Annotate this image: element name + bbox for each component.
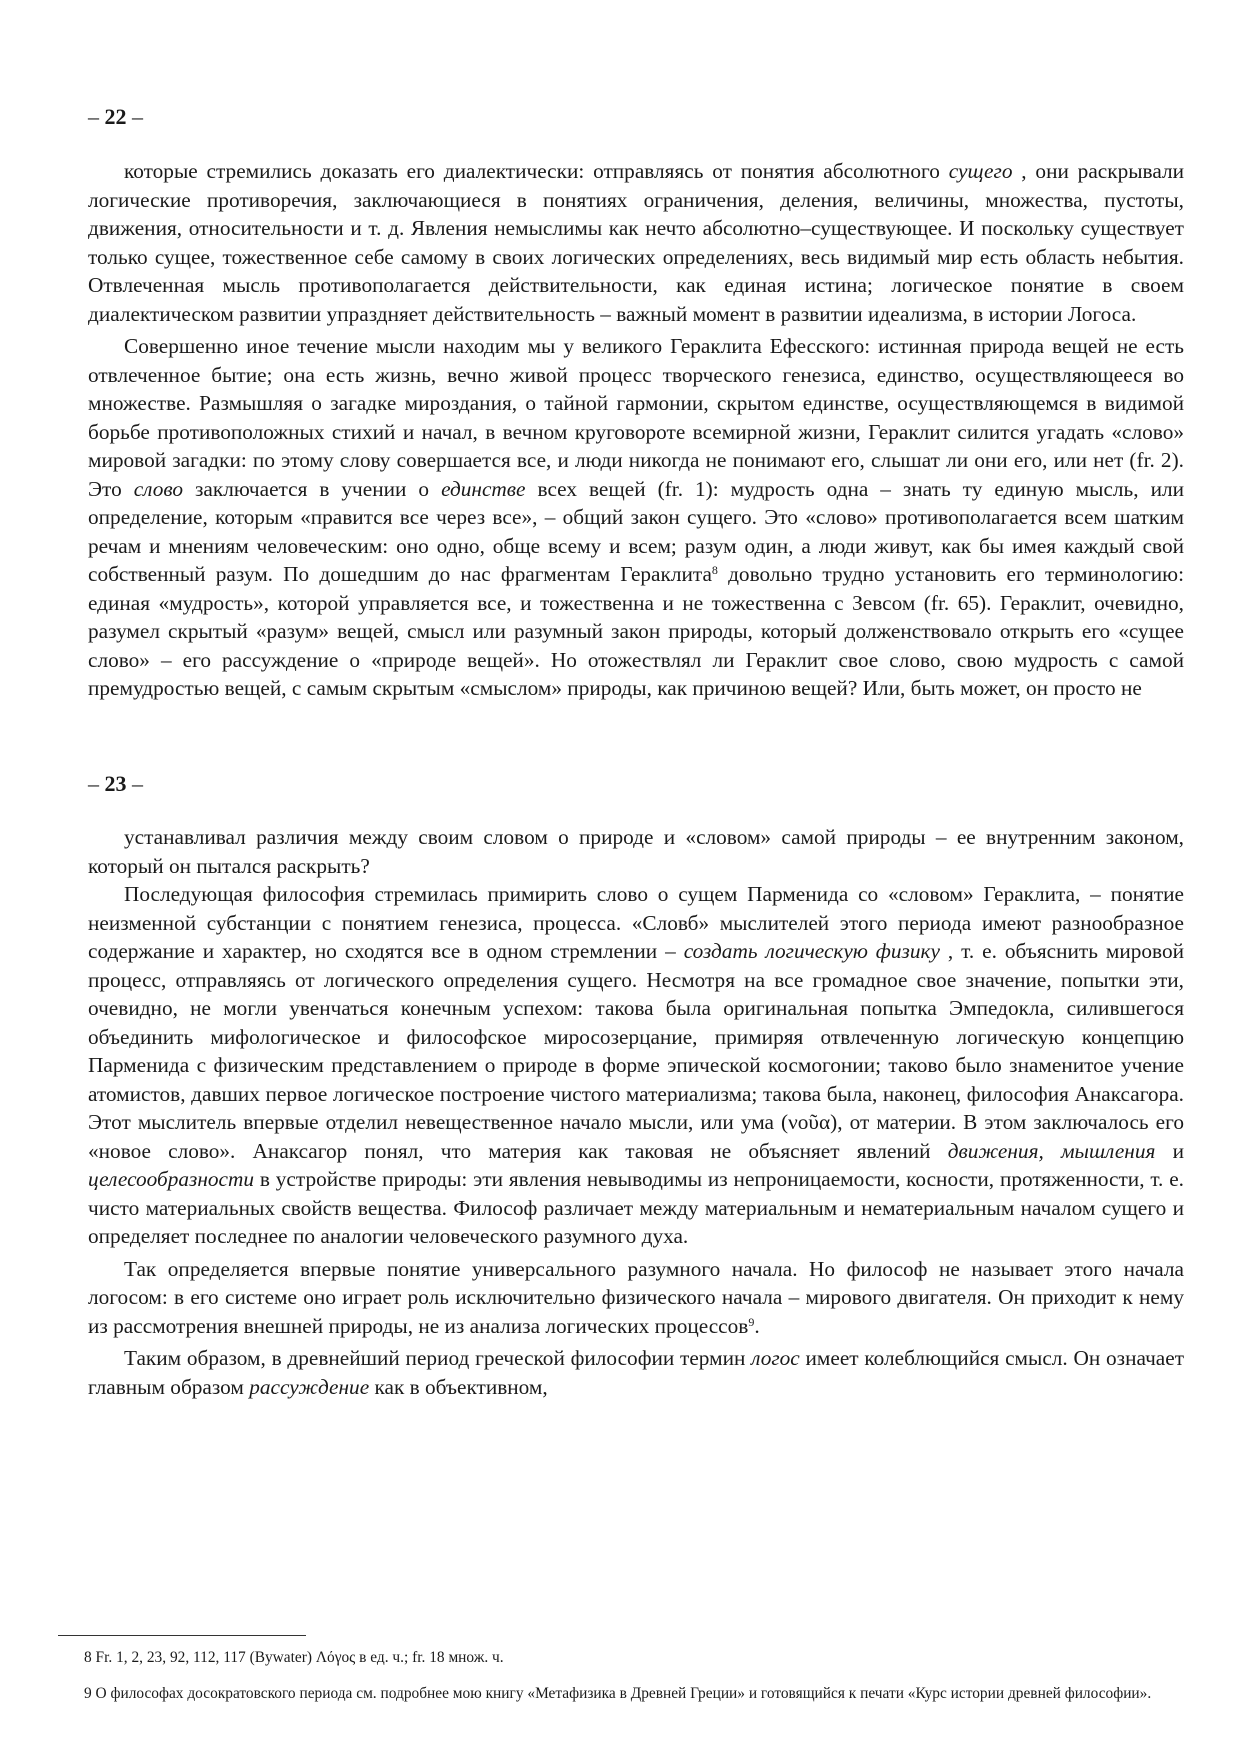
paragraph: Таким образом, в древнейший период греческой философии термин логос имеет колеблющийся смысл. Он означает главным образом рассуждение как в объективном, (88, 1346, 1185, 1399)
page-number-value: 23 (104, 771, 127, 796)
paragraph: Последующая философия стремилась примирить слово о сущем Парменида со «словом» Гераклита, – понятие неизменной субстанции с понятием генезиса, процесса. «Словб» мыслителей этого периода имеют разнообразное содержание и характер, но сходятся все в одном стремлении – создать логическую физику , т. е. объяснить мировой процесс, отправляясь от логического определения сущего. Несмотря на все громадное свое значение, попытки эти, очевидно, не могли увенчаться конечным успехом: такова была оригинальная попытка Эмпедокла, силившегося объединить мифологическое и философское миросозерцание, примиряя отвлеченную логическую концепцию Парменида с физическим представлением о природе в форме эпической космогонии; таково было знаменитое учение атомистов, давших первое логическое построение чистого материализма; такова была, наконец, философия Анаксагора. Этот мыслитель впервые отделил невещественное начало мысли, или ума (νοῦα), от материи. В этом заключалось его «новое слово». Анаксагор понял, что материя как таковая не объясняет явлений движения, мышления и целесообразности в устройстве природы: эти явления невыводимы из непроницаемости, косности, протяженности, т. е. чисто материальных свойств вещества. Философ различает между материальным и нематериальным началом сущего и определяет последнее по аналогии человеческого разумного духа. (88, 882, 1184, 1248)
footnote-ref-9[interactable]: 9 (748, 1314, 755, 1329)
footnote-ref-8[interactable]: 8 (711, 563, 718, 577)
page-23-text (88, 823, 1184, 1401)
footnote-divider (58, 1635, 306, 1636)
page-number-22: – 22 – (88, 104, 143, 129)
footnote-9: 9 О философах досократовского периода см. подробнее мою книгу «Метафизика в Древней Греции» и готовящийся к печати «Курс истории древней философии». (84, 1685, 1152, 1702)
page-number-23: – 23 – (88, 771, 143, 796)
footnote-8: 8 Fr. 1, 2, 23, 92, 112, 117 (Bywater) Λόγος в ед. ч.; fr. 18 множ. ч. (84, 1649, 504, 1666)
page-22-text (88, 157, 1184, 703)
paragraph: Так определяется впервые понятие универсального разумного начала. Но философ не называет этого начала логосом: в его системе оно играет роль исключительно физического начала – мирового двигателя. Он приходит к нему из рассмотрения внешней природы, не из анализа логических процессов$^9$. (88, 1256, 1184, 1338)
paragraph: Совершенно иное течение мысли находим мы у великого Гераклита Ефесского: истинная природа вещей не есть отвлеченное бытие; она есть жизнь, вечно живой процесс творческого генезиса, единство, осуществляющееся во множестве. Размышляя о загадке мироздания, о тайной гармонии, скрытом единстве, осуществляющемся в видимой борьбе противоположных стихий и начал, в вечном круговороте всемирной жизни, Гераклит силится угадать «слово» мировой загадки: по этому слову совершается все, и люди никогда не понимают его, слышат ли они его, или нет (fr. 2). Это слово заключается в учении о единстве всех вещей (fr. 1): мудрость одна – знать ту единую мысль, или определение, которым «правится все через все», – общий закон сущего. Это «слово» противополагается всем шатким речам и мнениям человеческим: оно одно, обще всему и всем; разум один, а люди живут, как бы имея каждый свой собственный разум. По дошедшим до нас фрагментам Гераклита$^8$ довольно трудно установить его терминологию: единая «мудрость», которой управляется все, и тожественна и не тожественна с Зевсом (fr. 65). Гераклит, очевидно, разумел скрытый «разум» вещей, смысл или разумный закон природы, который долженствовало открыть его «сущее слово» – его рассуждение о «природе вещей». Но отожествлял ли Гераклит свое слово, свою мудрость с самой премудростью вещей, с самым скрытым «смыслом» природы, как причиною вещей? Или, быть может, он просто не (88, 334, 1185, 700)
paragraph: устанавливал различия между своим словом о природе и «словом» самой природы – ее внутренним законом, который он пытался раскрыть? (88, 825, 1184, 878)
paragraph: которые стремились доказать его диалектически: отправляясь от понятия абсолютного сущего , они раскрывали логические противоречия, заключающиеся в понятиях ограничения, деления, величины, множества, пустоты, движения, относительности и т. д. Явления немыслимы как нечто абсолютно–существующее. И поскольку существует только сущее, тожественное себе самому в своих логических определениях, весь видимый мир есть область небытия. Отвлеченная мысль противополагается действительности, как единая истина; логическое понятие в своем диалектическом развитии упраздняет действительность – важный момент в развитии идеализма, в истории Логоса. (88, 159, 1184, 326)
page-number-value: 22 (104, 104, 127, 129)
